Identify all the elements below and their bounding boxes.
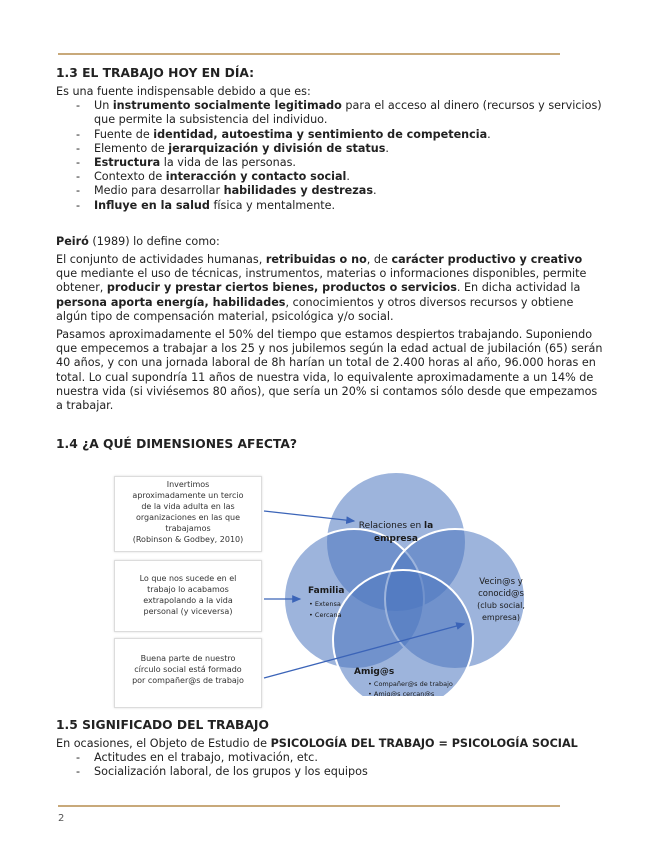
bottom-rule (58, 805, 560, 807)
circle-vecinos-line: conocid@s (478, 589, 524, 600)
section-intro: En ocasiones, el Objeto de Estudio de PSICOLOGÍA DEL TRABAJO = PSICOLOGÍA SOCIAL (56, 737, 578, 750)
section-1-4 (56, 437, 606, 696)
list-item: - Fuente de identidad, autoestima y sentimiento de competencia. (56, 128, 606, 142)
note-box-extrapolation: Lo que nos sucede en el trabajo lo acabamos extrapolando a la vida personal (y viceversa) (114, 560, 262, 632)
list-item: - Un instrumento socialmente legitimado para el acceso al dinero (recursos y servicios) que permite la subsistencia del individuo. (56, 99, 606, 127)
page-content (56, 66, 606, 696)
list-item: - Estructura la vida de las personas. (56, 156, 606, 170)
note-box-social-circle: Buena parte de nuestro círculo social está formado por compañer@s de trabajo (114, 638, 262, 708)
circle-empresa-line: empresa (374, 534, 418, 545)
list-item: - Contexto de interacción y contacto social. (56, 170, 606, 184)
meaning-list (56, 751, 606, 779)
top-rule (58, 53, 560, 55)
list-item: - Socialización laboral, de los grupos y los equipos (56, 765, 606, 779)
section-heading: 1.3 EL TRABAJO HOY EN DÍA: (56, 66, 255, 80)
circle-amigos-title: Amig@s (354, 667, 395, 678)
circle-vecinos-line: empresa) (481, 613, 521, 623)
section-1-5 (56, 718, 606, 780)
note-box-time: Invertimos aproximadamente un tercio de la vida adulta en las organizaciones en las que trabajamos (Robinson & Godbey, 2010) (114, 476, 262, 552)
circle-empresa-title: Relaciones en la (358, 521, 434, 532)
definition-paragraph: El conjunto de actividades humanas, retribuidas o no, de carácter productivo y creativo que mediante el uso de técnicas, instrumentos, materias o informaciones disponibles, permite obtener, producir y prestar ciertos bienes, productos o servicios. En dicha actividad la persona aporta energía, habilidades, conocimientos y otros diversos recursos y obtiene algún tipo de compensación material, psicológica y/o social. (56, 253, 587, 323)
list-item: - Actitudes en el trabajo, motivación, etc. (56, 751, 606, 765)
peiro-lead: Peiró (1989) lo define como: (56, 234, 220, 248)
peiro-definition (56, 235, 606, 413)
page-number: 2 (58, 813, 65, 824)
circle-amigos (333, 570, 473, 696)
list-item: - Influye en la salud física y mentalmente. (56, 199, 606, 213)
list-item: - Elemento de jerarquización y división de status. (56, 142, 606, 156)
section-heading: 1.4 ¿A QUÉ DIMENSIONES AFECTA? (56, 437, 297, 452)
circle-amigos-item: • Compañer@s de trabajo (368, 680, 453, 689)
circle-amigos-item: • Amig@s cercan@s (368, 690, 435, 697)
dimensions-diagram (56, 456, 606, 696)
time-paragraph: Pasamos aproximadamente el 50% del tiempo que estamos despiertos trabajando. Suponiendo que empecemos a trabajar a los 25 y nos jubilemos según la edad actual de jubilación (65) serán 40 años, y con una jornada laboral de 8h harían un total de 2.400 horas al año, 96.000 horas en total. Lo cual supondría 11 años de nuestra vida, lo equivalente aproximadamente a un 14% de nuestra vida (si viviésemos 80 años), que sería un 20% si contamos sólo desde que empezamos a trabajar. (56, 328, 603, 413)
circle-familia-item: • Cercana (309, 611, 342, 620)
reasons-list (56, 99, 606, 213)
list-item: - Medio para desarrollar habilidades y destrezas. (56, 184, 606, 198)
circle-familia-item: • Extensa (309, 600, 341, 609)
circle-vecinos-line: (club social, (477, 601, 525, 611)
circle-familia-title: Familia (308, 586, 345, 597)
section-heading: 1.5 SIGNIFICADO DEL TRABAJO (56, 718, 269, 732)
section-1-3 (56, 66, 606, 213)
circle-vecinos-line: Vecin@s y (479, 577, 523, 588)
section-intro: Es una fuente indispensable debido a que es: (56, 85, 311, 98)
